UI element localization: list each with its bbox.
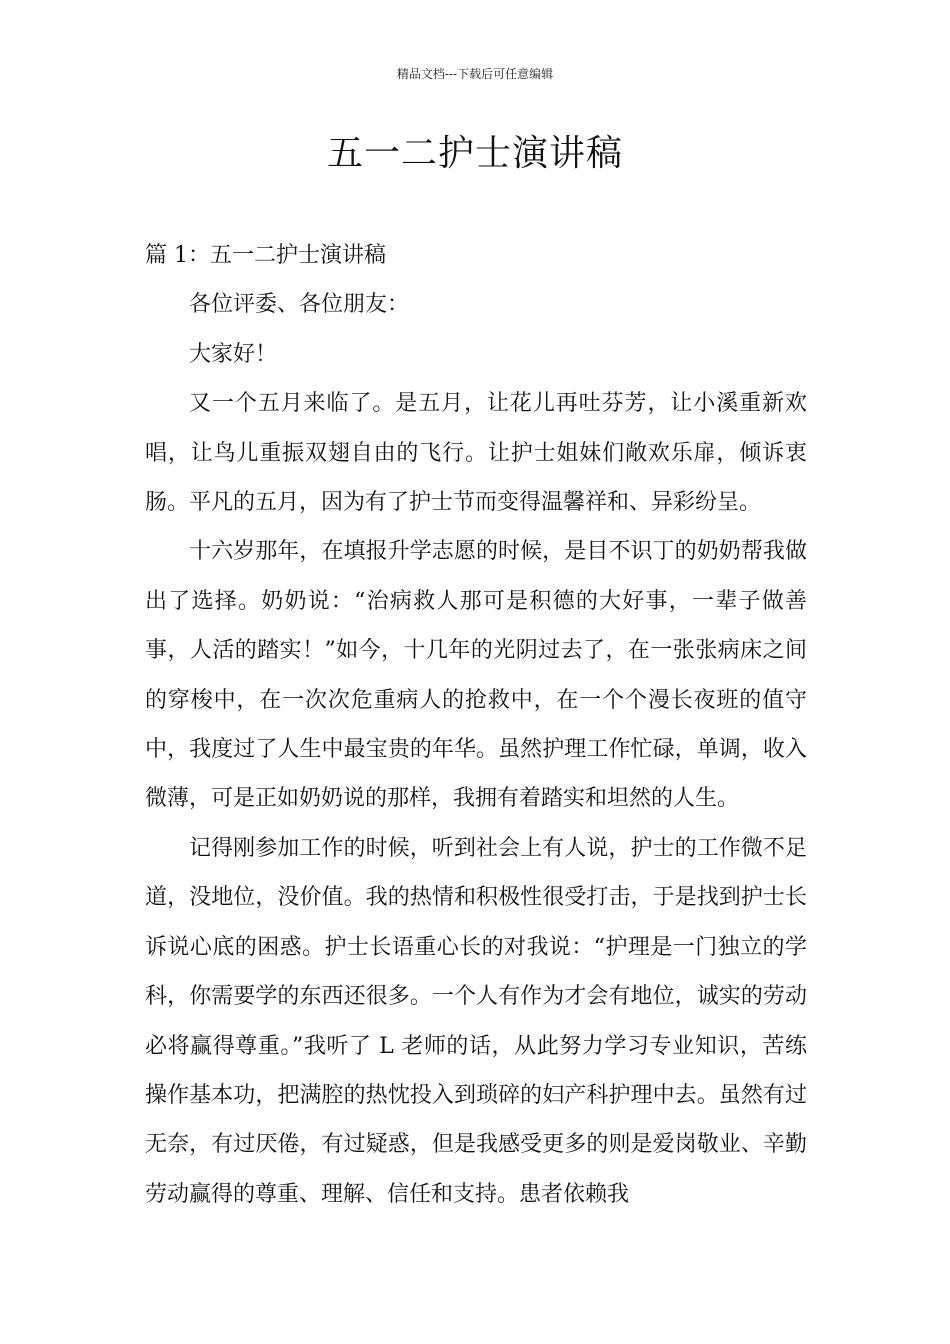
body-paragraph-may: 又一个五月来临了。是五月，让花儿再吐芬芳，让小溪重新欢唱，让鸟儿重振双翅自由的飞行。让护士姐妹们敞欢乐扉，倾诉衷肠。平凡的五月，因为有了护士节而变得温馨祥和、异彩纷呈。 [145,391,807,516]
salutation-paragraph: 各位评委、各位朋友： [189,292,410,318]
document-body [145,231,807,1219]
body-paragraph-work: 记得刚参加工作的时候，听到社会上有人说，护士的工作微不足道，没地位，没价值。我的热情和积极性很受打击，于是找到护士长诉说心底的困惑。护士长语重心长的对我说：“护理是一门独立的学科，你需要学的东西还很多。一个人有作为才会有地位，诚实的劳动必将赢得尊重。”我听了 L 老师的话，从此努力学习专业知识，苦练操作基本功，把满腔的热忱投入到琐碎的妇产科护理中去。虽然有过无奈，有过厌倦，有过疑惑，但是我感受更多的则是爱岗敬业、辛勤劳动赢得的尊重、理解、信任和支持。患者依赖我 [145,835,807,1207]
body-paragraph-grandma: 十六岁那年，在填报升学志愿的时候，是目不识丁的奶奶帮我做出了选择。奶奶说：“治病救人那可是积德的大好事，一辈子做善事，人活的踏实！”如今，十几年的光阴过去了，在一张张病床之间的穿梭中，在一次次危重病人的抢救中，在一个个漫长夜班的值守中，我度过了人生中最宝贵的年华。虽然护理工作忙碌，单调，收入微薄，可是正如奶奶说的那样，我拥有着踏实和坦然的人生。 [145,539,807,812]
document-title: 五一二护士演讲稿 [326,133,623,174]
section-heading: 篇 1：五一二护士演讲稿 [145,243,386,268]
header-note: 精品文档---下载后可任意编辑 [396,67,554,81]
greeting-paragraph: 大家好！ [189,341,278,367]
